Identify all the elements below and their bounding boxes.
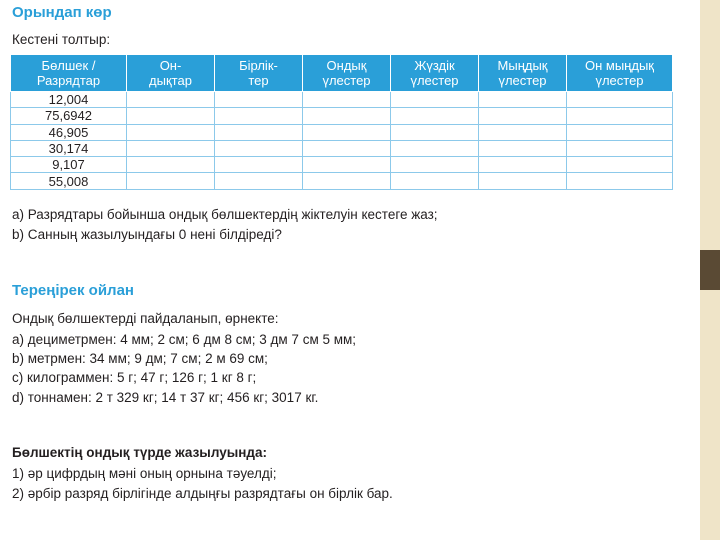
task-b: b) Санның жазылуындағы 0 нені білдіреді? bbox=[12, 227, 282, 242]
empty-cell bbox=[127, 173, 215, 189]
empty-cell bbox=[479, 173, 567, 189]
empty-cell bbox=[303, 124, 391, 140]
empty-cell bbox=[127, 140, 215, 156]
decimal-value: 9,107 bbox=[11, 157, 127, 173]
task-a: a) Разрядтары бойынша ондық бөлшектердің жіктелуін кестеге жаз; bbox=[12, 207, 438, 222]
background-edge bbox=[700, 0, 720, 540]
empty-cell bbox=[391, 108, 479, 124]
header-units: Бірлік- тер bbox=[215, 55, 303, 92]
empty-cell bbox=[127, 108, 215, 124]
empty-cell bbox=[215, 140, 303, 156]
empty-cell bbox=[567, 108, 673, 124]
empty-cell bbox=[127, 92, 215, 108]
empty-cell bbox=[479, 108, 567, 124]
section-heading-practice: Орындап көр bbox=[12, 4, 112, 21]
empty-cell bbox=[567, 157, 673, 173]
empty-cell bbox=[303, 157, 391, 173]
table-instruction: Кестені толтыр: bbox=[12, 32, 111, 47]
empty-cell bbox=[567, 124, 673, 140]
header-ten-thousandths: Он мыңдық үлестер bbox=[567, 55, 673, 92]
empty-cell bbox=[391, 124, 479, 140]
empty-cell bbox=[215, 157, 303, 173]
exercise-intro: Ондық бөлшектерді пайдаланып, өрнекте: bbox=[12, 311, 279, 326]
decimal-value: 75,6942 bbox=[11, 108, 127, 124]
exercise-item-c: c) килограммен: 5 г; 47 г; 126 г; 1 кг 8 г; bbox=[12, 370, 257, 385]
empty-cell bbox=[391, 173, 479, 189]
empty-cell bbox=[479, 92, 567, 108]
empty-cell bbox=[567, 140, 673, 156]
decimal-value: 30,174 bbox=[11, 140, 127, 156]
rule-heading: Бөлшектің ондық түрде жазылуында: bbox=[12, 445, 267, 460]
empty-cell bbox=[479, 124, 567, 140]
table-header-row bbox=[11, 55, 673, 92]
table-row bbox=[11, 92, 673, 108]
empty-cell bbox=[391, 92, 479, 108]
header-tenths: Ондық үлестер bbox=[303, 55, 391, 92]
table-row bbox=[11, 173, 673, 189]
empty-cell bbox=[303, 140, 391, 156]
table-row bbox=[11, 124, 673, 140]
exercise-item-d: d) тоннамен: 2 т 329 кг; 14 т 37 кг; 456 кг; 3017 кг. bbox=[12, 390, 319, 405]
header-hundredths: Жүздік үлестер bbox=[391, 55, 479, 92]
empty-cell bbox=[479, 157, 567, 173]
header-tens: Он- дықтар bbox=[127, 55, 215, 92]
decimal-value: 46,905 bbox=[11, 124, 127, 140]
empty-cell bbox=[215, 124, 303, 140]
decimal-value: 55,008 bbox=[11, 173, 127, 189]
rule-item-2: 2) әрбір разряд бірлігінде алдыңғы разрядтағы он бірлік бар. bbox=[12, 486, 393, 501]
empty-cell bbox=[567, 92, 673, 108]
header-thousandths: Мыңдық үлестер bbox=[479, 55, 567, 92]
section-heading-think-deeper: Тереңірек ойлан bbox=[12, 282, 134, 299]
empty-cell bbox=[391, 157, 479, 173]
table-row bbox=[11, 140, 673, 156]
empty-cell bbox=[215, 92, 303, 108]
decimal-places-table bbox=[10, 54, 673, 190]
exercise-item-b: b) метрмен: 34 мм; 9 дм; 7 см; 2 м 69 см; bbox=[12, 351, 268, 366]
empty-cell bbox=[127, 157, 215, 173]
empty-cell bbox=[303, 92, 391, 108]
empty-cell bbox=[391, 140, 479, 156]
decimal-value: 12,004 bbox=[11, 92, 127, 108]
table-row bbox=[11, 157, 673, 173]
empty-cell bbox=[303, 108, 391, 124]
table-row bbox=[11, 108, 673, 124]
exercise-item-a: a) дециметрмен: 4 мм; 2 см; 6 дм 8 см; 3 дм 7 см 5 мм; bbox=[12, 332, 357, 347]
empty-cell bbox=[479, 140, 567, 156]
header-fraction-digits: Бөлшек / Разрядтар bbox=[11, 55, 127, 92]
empty-cell bbox=[303, 173, 391, 189]
empty-cell bbox=[215, 173, 303, 189]
empty-cell bbox=[567, 173, 673, 189]
empty-cell bbox=[215, 108, 303, 124]
empty-cell bbox=[127, 124, 215, 140]
rule-item-1: 1) әр цифрдың мәні оның орнына тәуелді; bbox=[12, 466, 277, 481]
